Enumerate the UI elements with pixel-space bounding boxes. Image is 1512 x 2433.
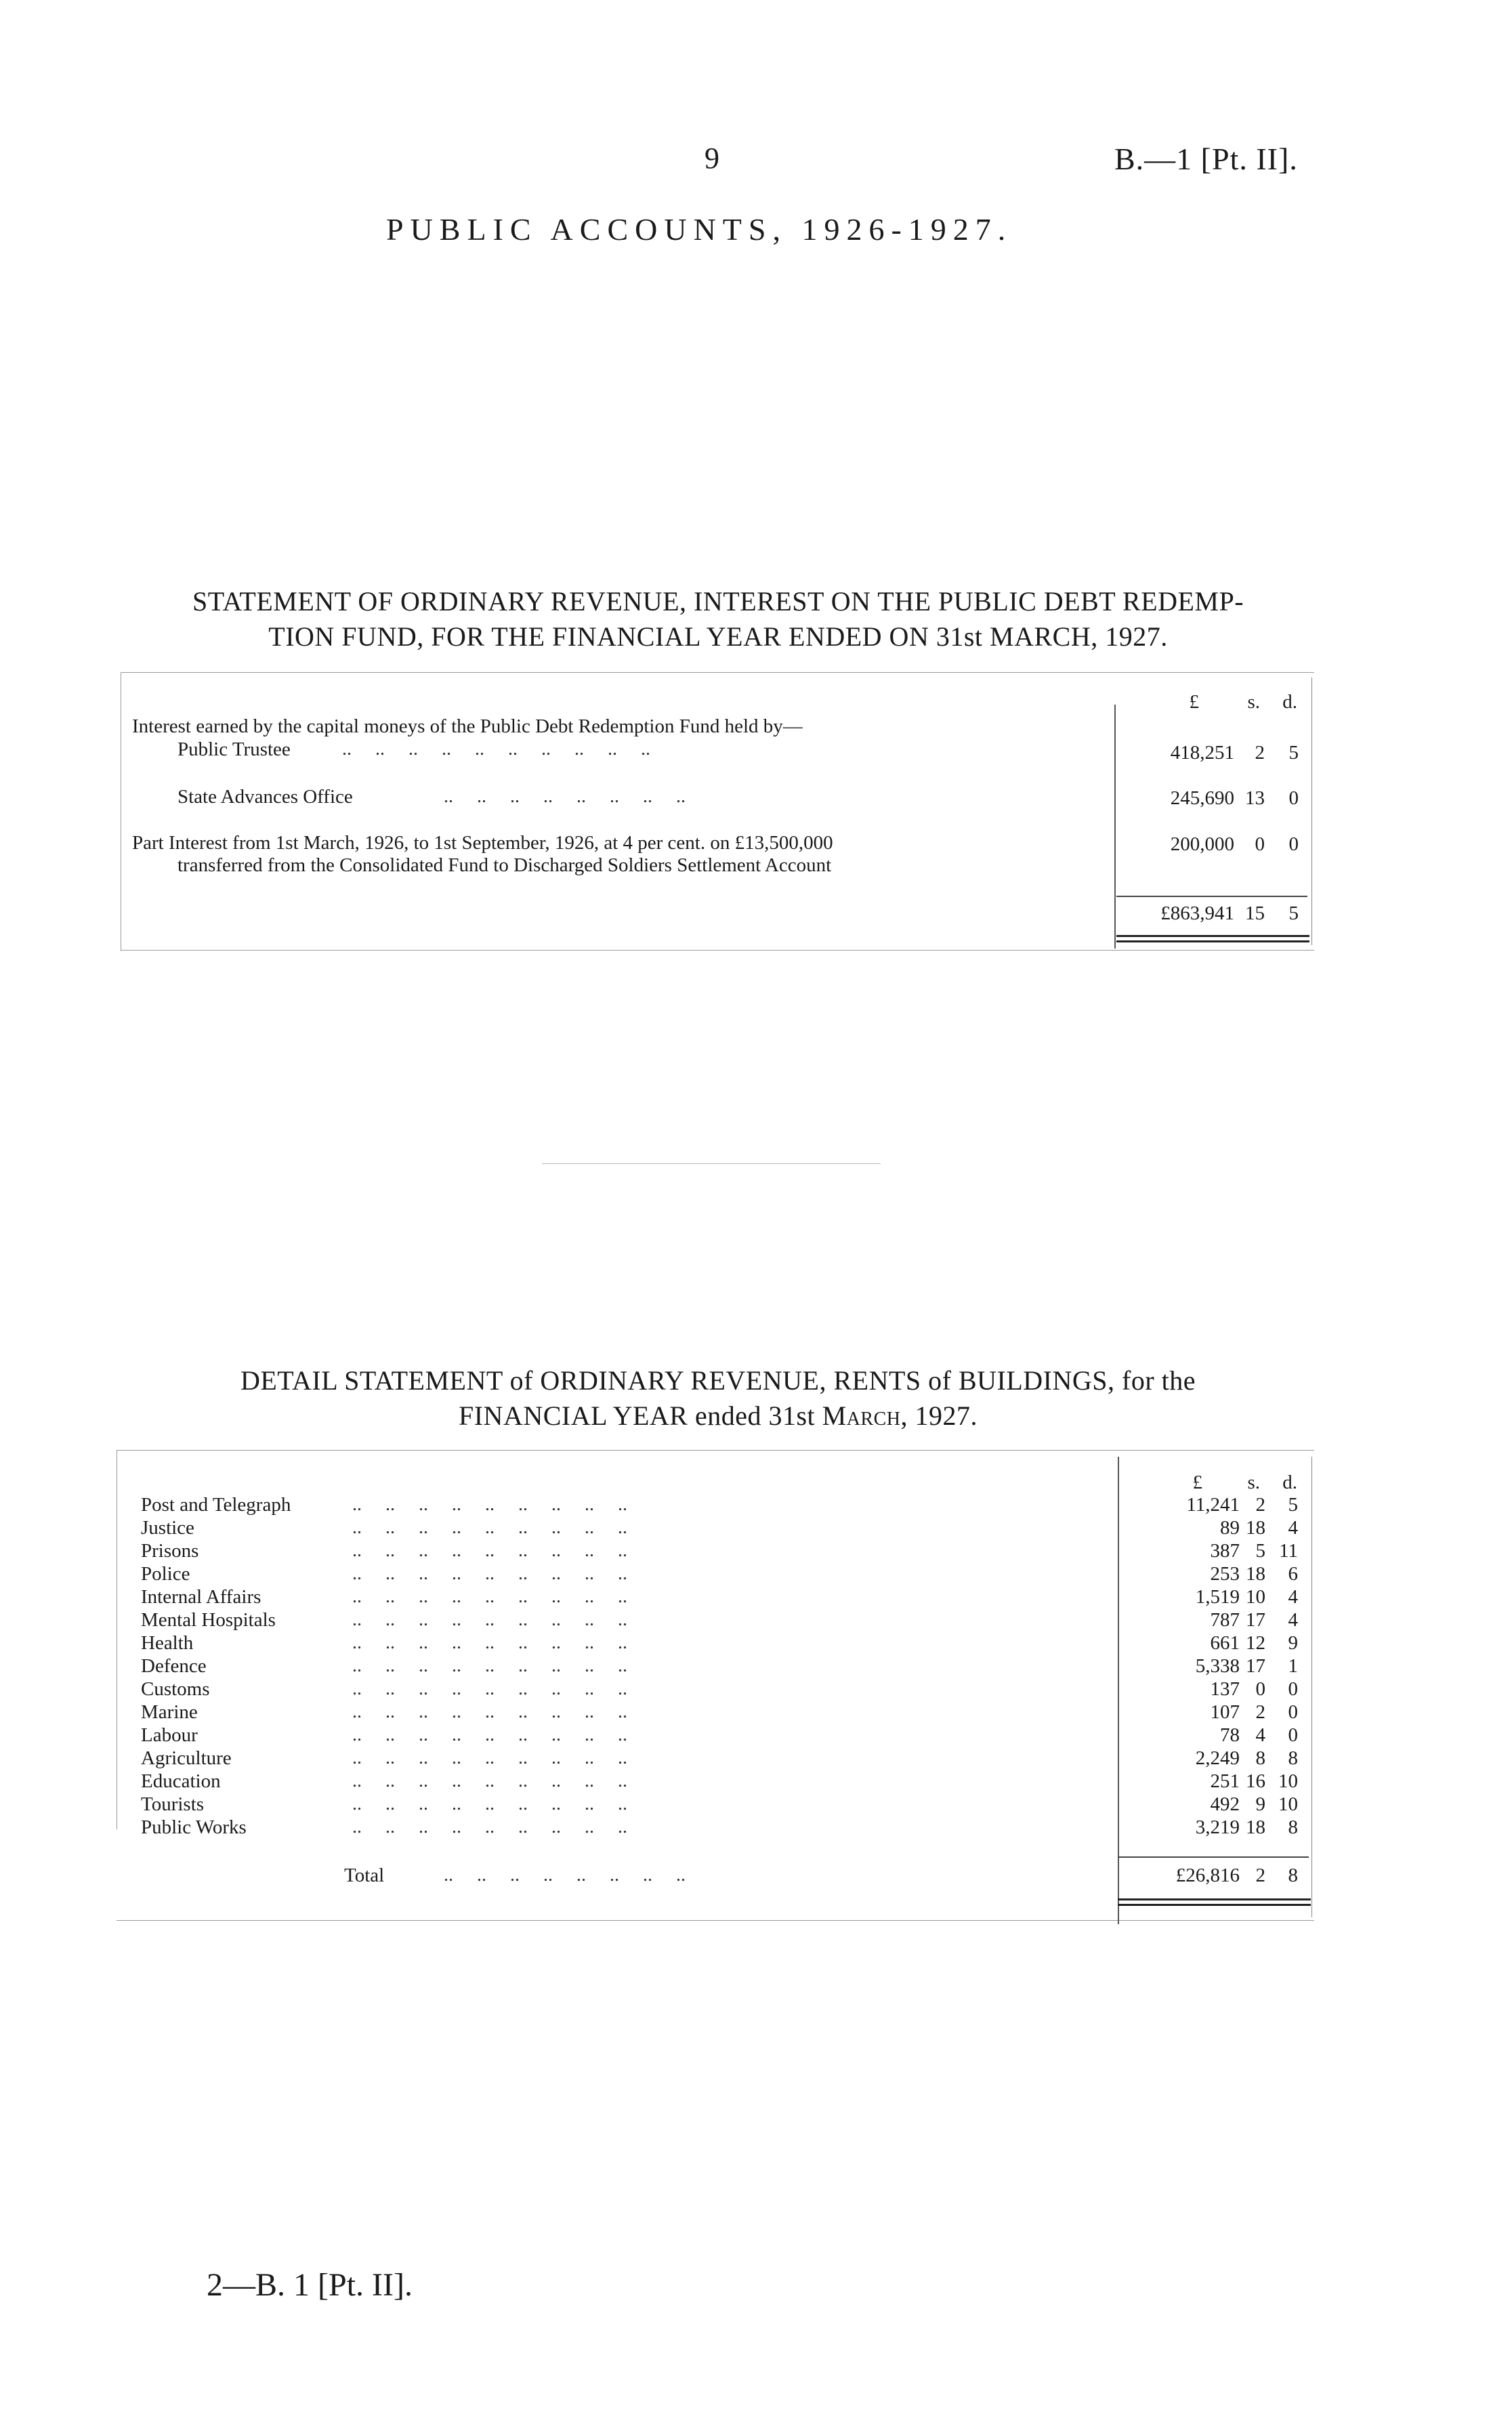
statement2-row-label: Internal Affairs: [141, 1586, 261, 1608]
dot-leader: .. .. .. .. .. .. .. .. ..: [352, 1678, 627, 1699]
dot-leader: .. .. .. .. .. .. .. .. ..: [352, 1632, 627, 1653]
statement1-row-pence: 5: [1288, 742, 1299, 764]
statement2-row-pounds: 11,241: [1186, 1494, 1240, 1516]
statement1-row-shillings: 0: [1255, 833, 1265, 855]
statement2-row-pounds: 387: [1210, 1540, 1240, 1562]
statement1-table: £ s. d. Interest earned by the capital moneys of the Public Debt Redemption Fund held by— Public Trustee .. .. .. .. .. .. .. .. .. .. 418,251 2 5 State Advances Office .. .. .. .. .. .. .. .. 245,690 13 0 Part Interest from 1st March, 1926, to 1st September, 1926, at 4 per cent. on £13,500,000 transferred from the Consolidated Fund to Discharged Soldiers Settlement Account 200,000 0 0 £863,941 15 5: [0, 0, 1512, 982]
statement2-row-shillings: 12: [1246, 1632, 1265, 1654]
statement2-row-pence: 0: [1288, 1724, 1298, 1746]
dot-leader: .. .. .. .. .. .. .. .. ..: [352, 1701, 627, 1722]
statement2-row-label: Agriculture: [141, 1747, 232, 1769]
statement1-row-pence: 0: [1288, 833, 1299, 855]
statement1-row-label: Public Trustee: [177, 739, 291, 760]
statement2-row-shillings: 18: [1246, 1816, 1265, 1838]
statement2-total-label: Total: [344, 1865, 385, 1886]
statement2-row-pounds: 492: [1210, 1793, 1240, 1815]
statement1-total-shillings: 15: [1245, 902, 1265, 924]
statement2-row-label: Defence: [141, 1655, 207, 1677]
statement2-row-label: Education: [141, 1770, 221, 1792]
statement1-total-pence: 5: [1288, 902, 1299, 924]
dot-leader: .. .. .. .. .. .. .. .. ..: [352, 1494, 627, 1515]
statement2-row-shillings: 18: [1246, 1517, 1265, 1539]
statement2-row-label: Customs: [141, 1678, 210, 1700]
dot-leader: .. .. .. .. .. .. .. .. ..: [352, 1517, 627, 1538]
statement2-row-pence: 11: [1279, 1540, 1298, 1562]
statement2-row-shillings: 8: [1255, 1747, 1265, 1769]
statement2-row-pence: 10: [1278, 1793, 1298, 1815]
statement2-row-pounds: 787: [1210, 1609, 1240, 1631]
dot-leader: .. .. .. .. .. .. .. .. ..: [352, 1793, 627, 1814]
statement2-row-label: Marine: [141, 1701, 198, 1723]
statement2-total-pounds: £26,816: [1175, 1865, 1240, 1886]
statement2-row-label: Public Works: [141, 1816, 247, 1838]
statement2-row-label: Mental Hospitals: [141, 1609, 276, 1631]
statement2-row-pence: 6: [1288, 1563, 1298, 1585]
statement2-row-pence: 8: [1288, 1747, 1298, 1769]
statement2-row-pounds: 1,519: [1195, 1586, 1240, 1608]
statement1-total-pounds: £863,941: [1160, 902, 1234, 924]
page-number: 9: [705, 142, 719, 175]
statement1-header-shillings: s.: [1247, 691, 1260, 713]
statement2-row-shillings: 18: [1246, 1563, 1265, 1585]
statement2-row-shillings: 17: [1246, 1655, 1265, 1677]
statement2-header-shillings: s.: [1247, 1472, 1260, 1493]
statement2-row-pounds: 2,249: [1195, 1747, 1240, 1769]
statement2-row-pence: 5: [1288, 1494, 1298, 1516]
statement2-row-label: Prisons: [141, 1540, 199, 1562]
dot-leader: .. .. .. .. .. .. .. .. ..: [352, 1586, 627, 1607]
statement2-row-pounds: 5,338: [1195, 1655, 1240, 1677]
statement2-title-line1: DETAIL STATEMENT of ORDINARY REVENUE, RENTS of BUILDINGS, for the: [240, 1365, 1196, 1396]
statement1-row-shillings: 13: [1245, 787, 1265, 809]
statement2-row-pounds: 137: [1210, 1678, 1240, 1700]
statement2-header-pounds: £: [1192, 1472, 1202, 1493]
statement1-row-shillings: 2: [1255, 742, 1265, 764]
statement2-row-shillings: 2: [1255, 1494, 1265, 1516]
statement1-intro: Interest earned by the capital moneys of the Public Debt Redemption Fund held by—: [132, 715, 803, 737]
statement2-row-label: Police: [141, 1563, 190, 1585]
statement1-row-label-cont: transferred from the Consolidated Fund to Discharged Soldiers Settlement Account: [177, 854, 832, 876]
statement2-row-pounds: 78: [1220, 1724, 1240, 1746]
dot-leader: .. .. .. .. .. .. .. .. ..: [352, 1770, 627, 1791]
statement1-row-label: Part Interest from 1st March, 1926, to 1st September, 1926, at 4 per cent. on £13,500,000: [132, 832, 833, 854]
footer-signature: 2—B. 1 [Pt. II].: [207, 2267, 413, 2303]
statement2-total-shillings: 2: [1255, 1865, 1265, 1886]
statement2-row-pence: 9: [1288, 1632, 1298, 1654]
statement2-row-shillings: 9: [1255, 1793, 1265, 1815]
statement2-row-pence: 8: [1288, 1816, 1298, 1838]
statement2-total-pence: 8: [1288, 1865, 1298, 1886]
statement2-row-pence: 0: [1288, 1701, 1298, 1723]
statement1-row-pounds: 418,251: [1170, 742, 1234, 764]
statement2-table: £ s. d. Post and Telegraph .. .. .. .. .. .. .. .. .. 11,241 2 5 Justice .. .. .. .. .. .. .. .. .. 89 18 4 Prisons .. .. .. .. .. .. .. .. .. 387 5 11 Police .. .. .. .. .. .. .. .. .. 253 18 6 Internal Affairs .. .. .. .. .. .. .. .. .. 1,519 10 4 Mental Hospitals .. .. .. .. .. .. .. .. .. 787 17 4 Health .. .. .. .. .. .. .. .. .. 661 12 9 Defence .. .. .. .. .. .. .. .. .. 5,338 17 1 Customs .. .. .. .. .. .. .. .. .. 137 0 0 Marine .. .. .. .. .. .. .. .. .. 107 2 0 Labour .. .. .. .. .. .. .. .. .. 78 4 0 Agriculture .. .. .. .. .. .. .. .. .. 2,249 8 8 Education .. .. .. .. .. .. .. .. .. 251 16 10 Tourists .. .. .. .. .. .. .. .. .. 492 9 10 Public Works .. .. .. .. .. .. .. .. .. 3,219 18 8 Total .. .. .. .. .. .. .. .. £26,816 2 8: [0, 0, 1512, 1931]
statement2-row-pence: 4: [1288, 1517, 1298, 1539]
statement2-row-label: Tourists: [141, 1793, 205, 1815]
statement2-row-pounds: 107: [1210, 1701, 1240, 1723]
document-reference: B.—1 [Pt. II].: [1114, 142, 1298, 176]
statement2-row-pence: 1: [1288, 1655, 1298, 1677]
statement2-row-shillings: 2: [1255, 1701, 1265, 1723]
statement2-row-pence: 0: [1288, 1678, 1298, 1700]
statement2-row-label: Post and Telegraph: [141, 1494, 291, 1516]
statement1-header-pence: d.: [1282, 691, 1297, 713]
statement1-header-pounds: £: [1189, 691, 1199, 713]
dot-leader: .. .. .. .. .. .. .. .. ..: [352, 1655, 627, 1676]
dot-leader: .. .. .. .. .. .. .. .. ..: [352, 1747, 627, 1768]
statement2-row-shillings: 4: [1255, 1724, 1265, 1746]
statement2-row-pounds: 253: [1210, 1563, 1240, 1585]
statement2-row-pounds: 661: [1210, 1632, 1240, 1654]
dot-leader: .. .. .. .. .. .. .. .. ..: [352, 1816, 627, 1837]
statement2-title-line2: FINANCIAL YEAR ended 31st March, 1927.: [458, 1400, 978, 1431]
statement2-row-pence: 4: [1288, 1586, 1298, 1608]
statement2-row-shillings: 17: [1246, 1609, 1265, 1631]
statement2-row-pounds: 3,219: [1195, 1816, 1240, 1838]
statement2-row-pence: 4: [1288, 1609, 1298, 1631]
page-title: PUBLIC ACCOUNTS, 1926-1927.: [386, 212, 1013, 247]
statement2-row-pence: 10: [1278, 1770, 1298, 1792]
statement2-row-shillings: 0: [1255, 1678, 1265, 1700]
statement1-title-line1: STATEMENT OF ORDINARY REVENUE, INTEREST ON THE PUBLIC DEBT REDEMP-: [192, 586, 1244, 617]
statement2-header-pence: d.: [1282, 1472, 1297, 1493]
statement1-title-line2: TION FUND, FOR THE FINANCIAL YEAR ENDED ON 31st MARCH, 1927.: [268, 621, 1168, 652]
statement2-row-shillings: 16: [1246, 1770, 1265, 1792]
dot-leader: .. .. .. .. .. .. .. .. ..: [352, 1540, 627, 1561]
statement2-row-label: Health: [141, 1632, 194, 1654]
statement1-row-pounds: 200,000: [1170, 833, 1234, 855]
statement2-row-shillings: 10: [1246, 1586, 1265, 1608]
statement1-row-pence: 0: [1288, 787, 1299, 809]
statement2-row-label: Justice: [141, 1517, 194, 1539]
statement2-row-label: Labour: [141, 1724, 198, 1746]
statement1-row-pounds: 245,690: [1170, 787, 1234, 809]
statement2-row-pounds: 251: [1210, 1770, 1240, 1792]
dot-leader: .. .. .. .. .. .. .. .. ..: [352, 1563, 627, 1584]
statement1-row-label: State Advances Office: [177, 786, 353, 808]
statement2-row-shillings: 5: [1255, 1540, 1265, 1562]
statement2-row-pounds: 89: [1220, 1517, 1240, 1539]
dot-leader: .. .. .. .. .. .. .. .. ..: [352, 1609, 627, 1630]
dot-leader: .. .. .. .. .. .. .. .. ..: [352, 1724, 627, 1745]
